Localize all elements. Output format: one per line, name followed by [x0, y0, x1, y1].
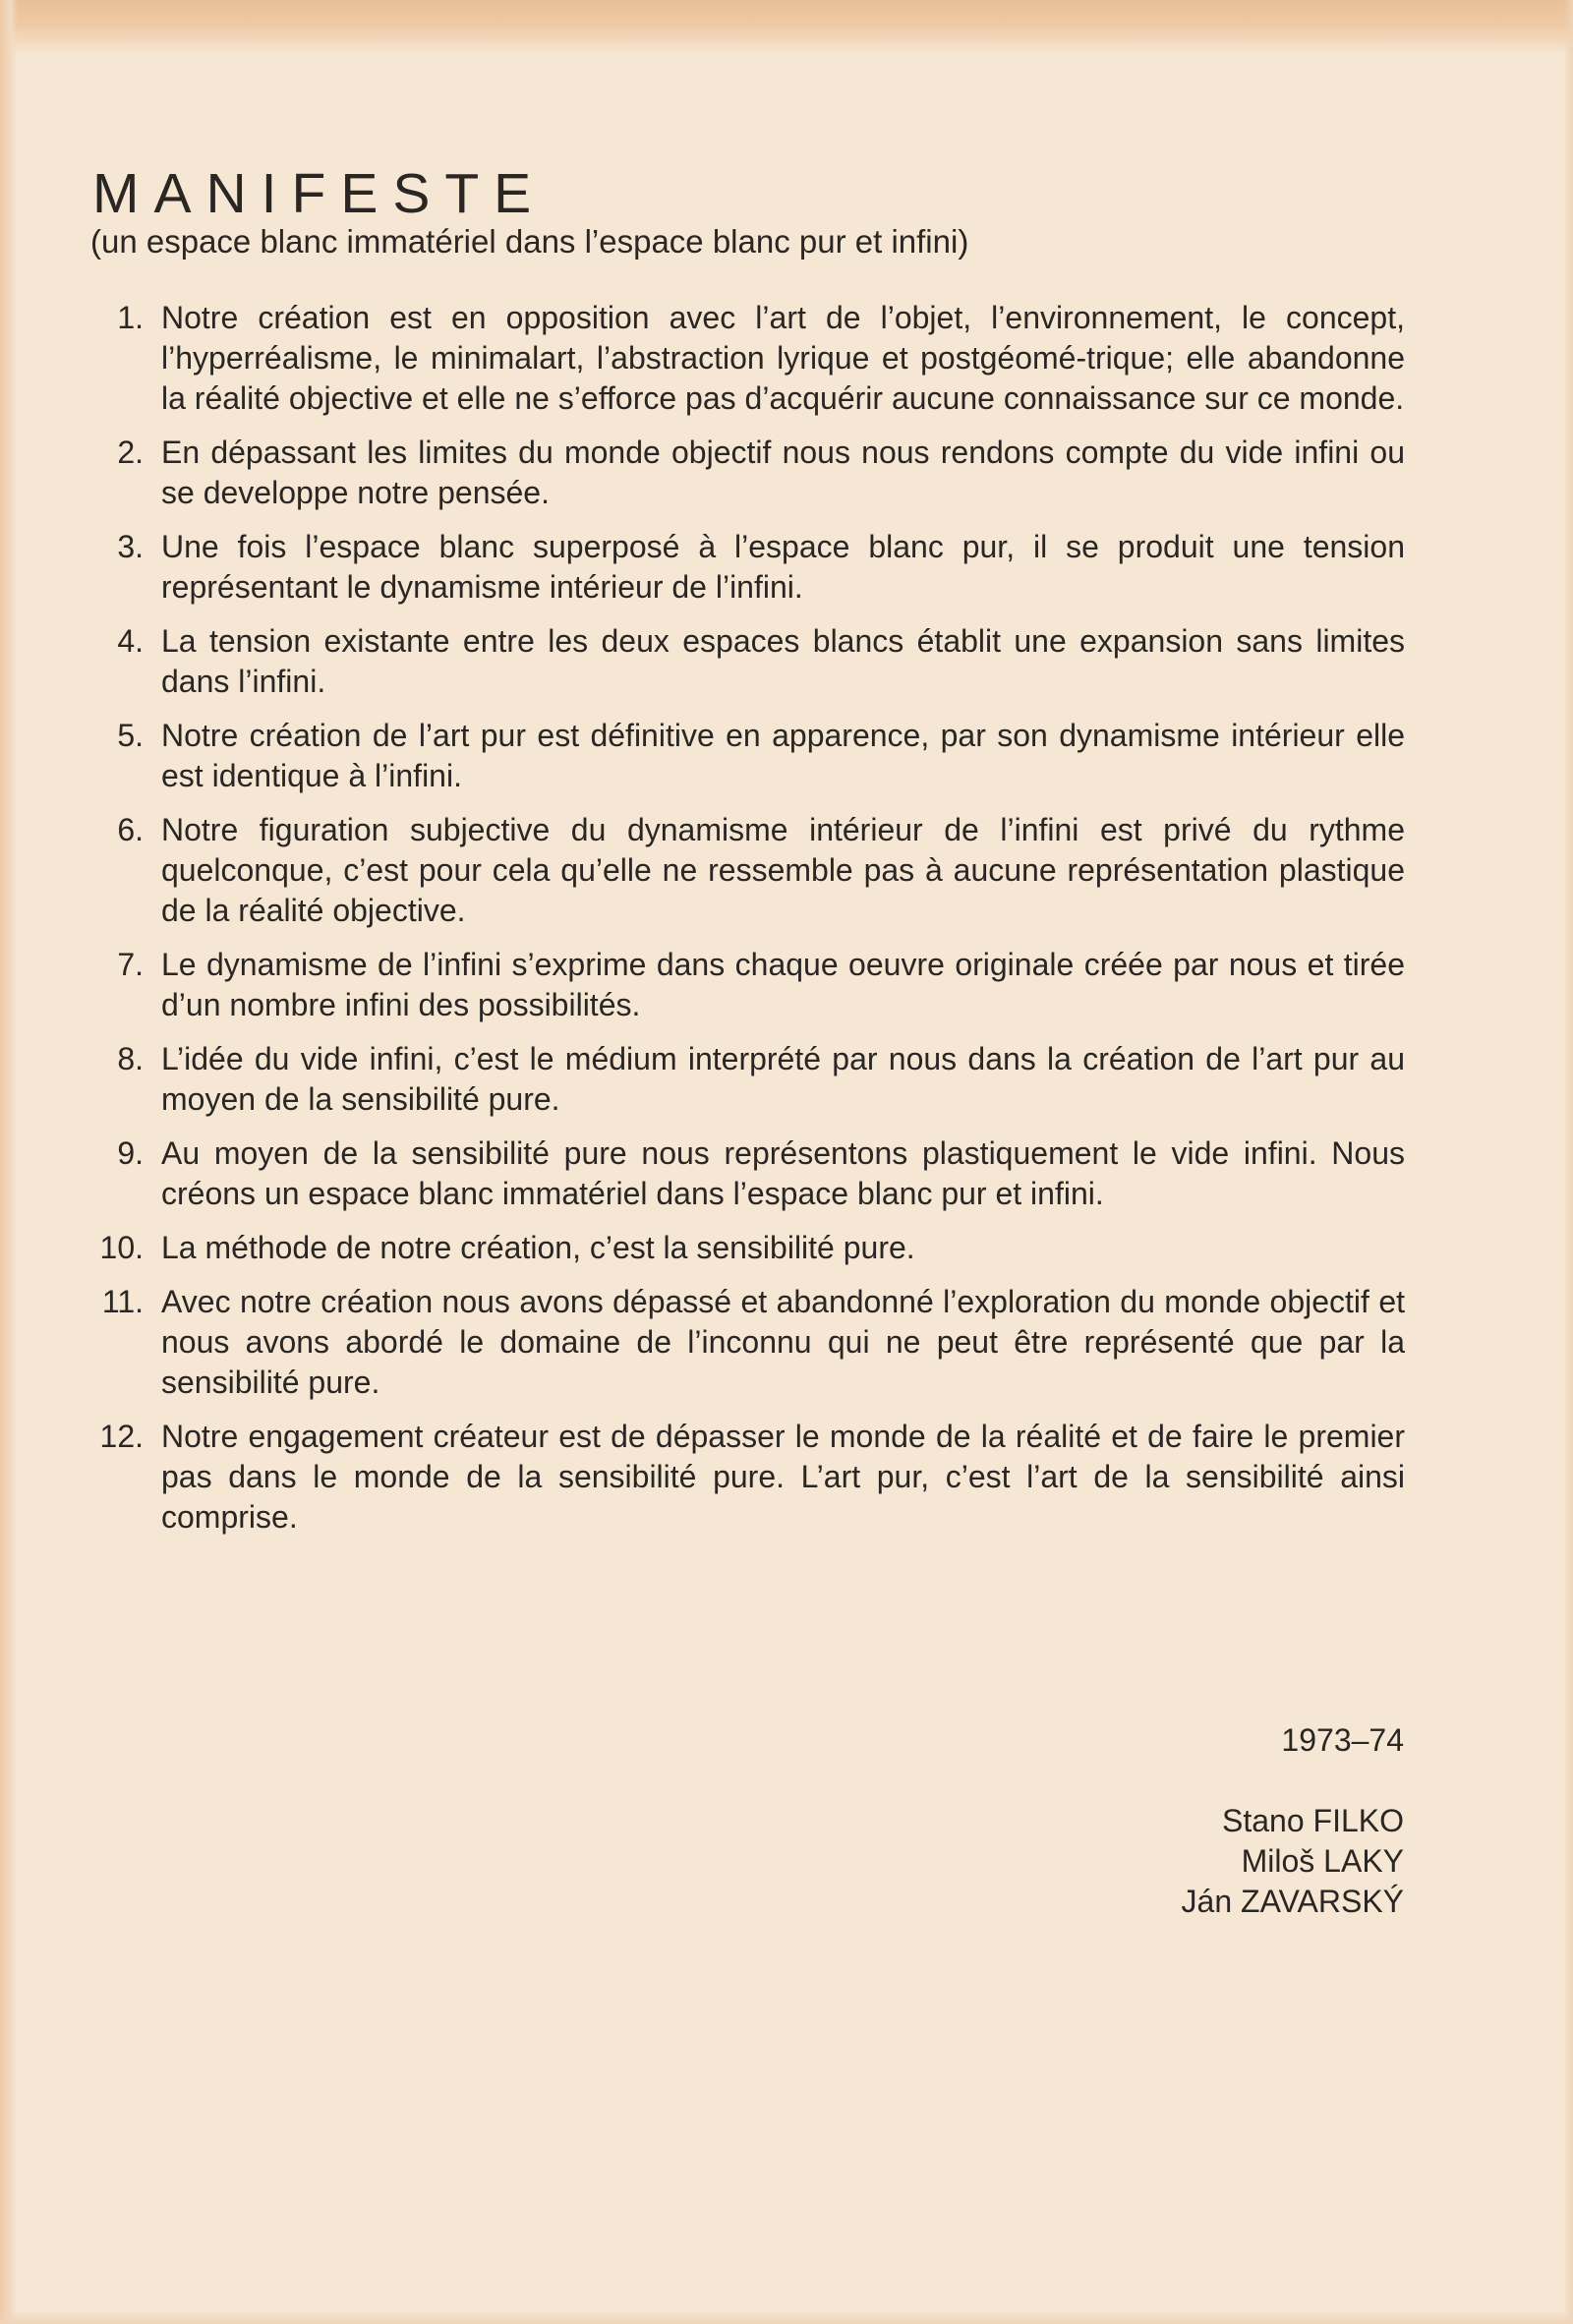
manifesto-point [92, 298, 1405, 419]
point-text: Notre création de l’art pur est définitive en apparence, par son dynamisme intérieur elle est identique à l’infini. [161, 718, 1405, 793]
manifesto-point [92, 1039, 1405, 1120]
signatory-name: Miloš LAKY [1241, 1843, 1404, 1879]
point-text: Notre figuration subjective du dynamisme intérieur de l’infini est privé du rythme quelconque, c’est pour cela qu’elle ne ressemble pas à aucune représentation plastique de la réalité objective. [161, 812, 1405, 928]
manifesto-point [92, 810, 1405, 931]
point-text: Au moyen de la sensibilité pure nous représentons plastiquement le vide infini. Nous créons un espace blanc immatériel dans l’espace blanc pur et infini. [161, 1135, 1405, 1211]
point-text: La tension existante entre les deux espaces blancs établit une expansion sans limites dans l’infini. [161, 623, 1405, 699]
point-number: 8. [117, 1041, 144, 1076]
point-number: 4. [117, 623, 144, 659]
point-text: Le dynamisme de l’infini s’exprime dans chaque oeuvre originale créée par nous et tirée d’un nombre infini des possibilités. [161, 947, 1405, 1022]
paper-edge-left [0, 0, 18, 2324]
manifesto-point [92, 1282, 1405, 1403]
manifesto-point [92, 1228, 1405, 1268]
point-number: 12. [99, 1419, 144, 1454]
page-title: MANIFESTE [92, 162, 547, 225]
manifesto-point [92, 433, 1405, 513]
point-text: Avec notre création nous avons dépassé et abandonné l’exploration du monde objectif et nous avons abordé le domaine de l’inconnu qui ne peut être représenté que par la sensibilité pure. [161, 1284, 1405, 1400]
point-number: 7. [117, 947, 144, 982]
paper-edge-bottom [0, 2310, 1573, 2324]
manifesto-point [92, 1417, 1405, 1538]
point-text: Une fois l’espace blanc superposé à l’espace blanc pur, il se produit une tension représentant le dynamisme intérieur de l’infini. [161, 529, 1405, 605]
point-text: L’idée du vide infini, c’est le médium interprété par nous dans la création de l’art pur au moyen de la sensibilité pure. [161, 1041, 1405, 1117]
manifesto-point [92, 716, 1405, 796]
manifesto-date: 1973–74 [1281, 1722, 1404, 1758]
signatories-list [1182, 1801, 1404, 1922]
page-subtitle: (un espace blanc immatériel dans l’espace blanc pur et infini) [90, 223, 969, 260]
manifesto-point [92, 945, 1405, 1025]
manifesto-point [92, 527, 1405, 608]
point-text: Notre création est en opposition avec l’art de l’objet, l’environnement, le concept, l’hyperréalisme, le minimalart, l’abstraction lyrique et postgéomé-trique; elle abandonne la réalité objective et elle ne s’efforce pas d’acquérir aucune connaissance sur ce monde. [161, 300, 1405, 416]
point-number: 5. [117, 718, 144, 753]
signatory-name: Stano FILKO [1222, 1803, 1404, 1838]
point-number: 11. [101, 1284, 144, 1319]
point-number: 6. [117, 812, 144, 847]
manifesto-point [92, 621, 1405, 702]
point-text: En dépassant les limites du monde objectif nous nous rendons compte du vide infini ou se developpe notre pensée. [161, 435, 1405, 510]
manifesto-point [92, 1133, 1405, 1214]
paper-stain-top [0, 0, 1573, 55]
signatory-name: Ján ZAVARSKÝ [1181, 1884, 1404, 1919]
point-number: 1. [117, 300, 144, 335]
point-text: La méthode de notre création, c’est la sensibilité pure. [161, 1230, 915, 1265]
point-number: 10. [99, 1230, 144, 1265]
point-text: Notre engagement créateur est de dépasser le monde de la réalité et de faire le premier pas dans le monde de la sensibilité pure. L’art pur, c’est l’art de la sensibilité ainsi comprise. [161, 1419, 1405, 1535]
point-number: 3. [117, 529, 144, 564]
point-number: 9. [117, 1135, 144, 1171]
point-number: 2. [117, 435, 144, 470]
manifesto-points-list [92, 298, 1405, 1551]
paper-edge-right [1563, 0, 1573, 2324]
